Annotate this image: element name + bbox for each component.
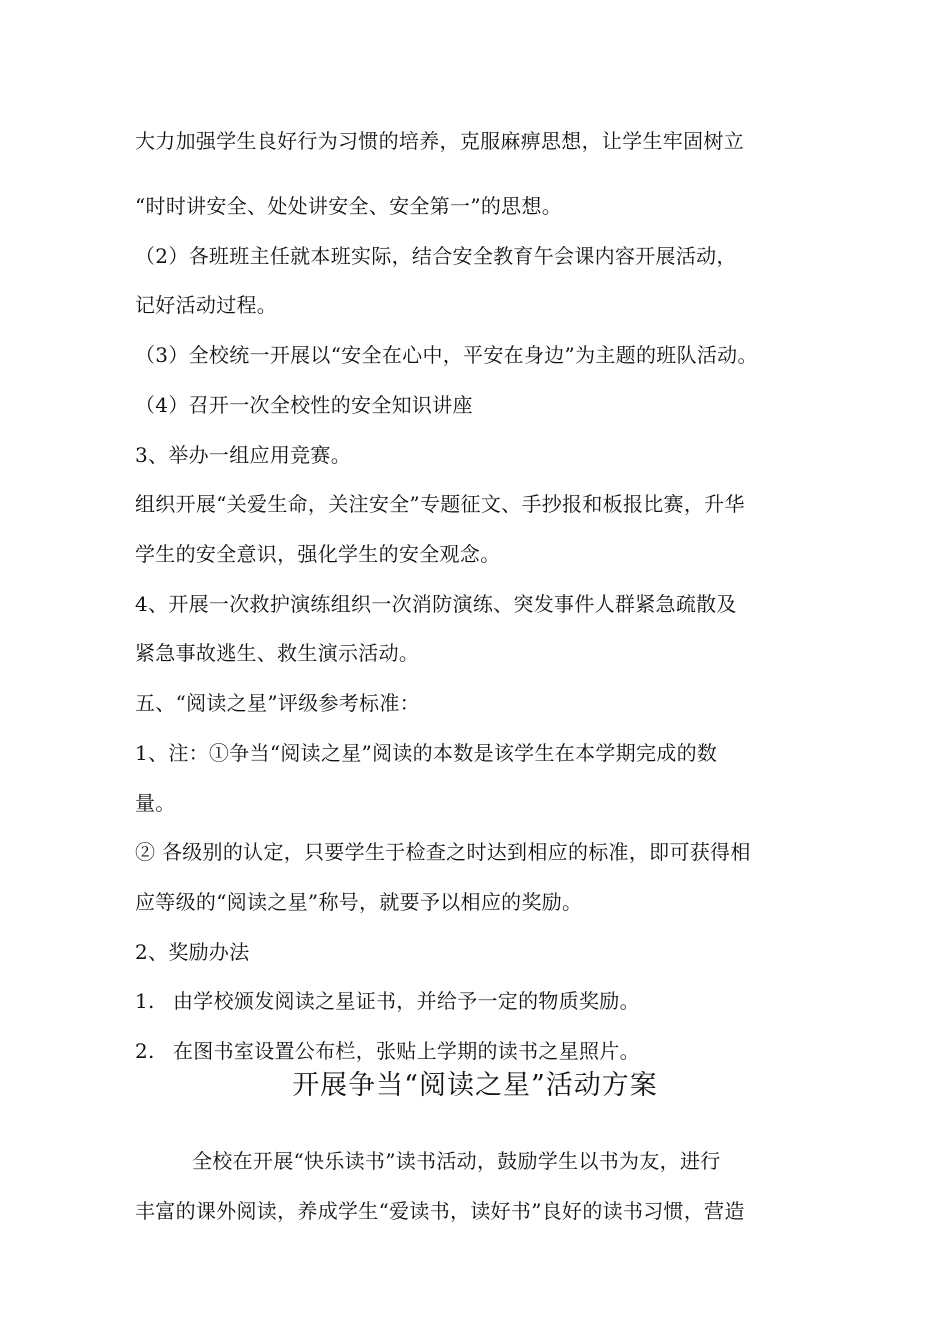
document-title: 开展争当“阅读之星”活动方案 — [292, 1070, 658, 1101]
paragraph-line: 紧急事故逃生、救生演示活动。 — [135, 641, 420, 665]
paragraph-line: 学生的安全意识，强化学生的安全观念。 — [135, 542, 501, 566]
list-item-text: 由学校颁发阅读之星证书，并给予一定的物质奖励。 — [173, 989, 640, 1013]
list-item-text: 在图书室设置公布栏，张贴上学期的读书之星照片。 — [173, 1039, 640, 1063]
paragraph-line: （2）各班班主任就本班实际，结合安全教育午会课内容开展活动， — [135, 244, 737, 268]
paragraph-line: 大力加强学生良好行为习惯的培养，克服麻痹思想，让学生牢固树立 — [135, 129, 744, 153]
section-heading: 4、开展一次救护演练组织一次消防演练、突发事件人群紧急疏散及 — [135, 592, 737, 616]
list-item-number: 1. — [135, 989, 155, 1013]
paragraph-line: （3）全校统一开展以“安全在心中，平安在身边”为主题的班队活动。 — [135, 343, 758, 367]
paragraph-line: 组织开展“关爱生命，关注安全”专题征文、手抄报和板报比赛，升华 — [135, 492, 745, 516]
paragraph-line: 1、注：①争当“阅读之星”阅读的本数是该学生在本学期完成的数 — [135, 741, 718, 765]
list-item-number: 2. — [135, 1039, 155, 1063]
paragraph-line: 应等级的“阅读之星”称号，就要予以相应的奖励。 — [135, 890, 583, 914]
list-item — [135, 988, 640, 1014]
paragraph-line: “时时讲安全、处处讲安全、安全第一”的思想。 — [135, 194, 563, 218]
paragraph-line: ② 各级别的认定，只要学生于检查之时达到相应的标准，即可获得相 — [135, 840, 751, 864]
paragraph-line: 丰富的课外阅读，养成学生“爱读书，读好书”良好的读书习惯，营造 — [135, 1199, 745, 1223]
paragraph-line: 全校在开展“快乐读书”读书活动，鼓励学生以书为友，进行 — [192, 1149, 721, 1173]
section-heading: 3、举办一组应用竞赛。 — [135, 443, 352, 467]
section-heading: 五、“阅读之星”评级参考标准： — [135, 691, 420, 715]
list-item — [135, 1038, 640, 1064]
paragraph-line: 记好活动过程。 — [135, 293, 278, 317]
section-heading: 2、奖励办法 — [135, 940, 250, 964]
paragraph-line: （4）召开一次全校性的安全知识讲座 — [135, 393, 473, 417]
paragraph-line: 量。 — [135, 791, 176, 815]
